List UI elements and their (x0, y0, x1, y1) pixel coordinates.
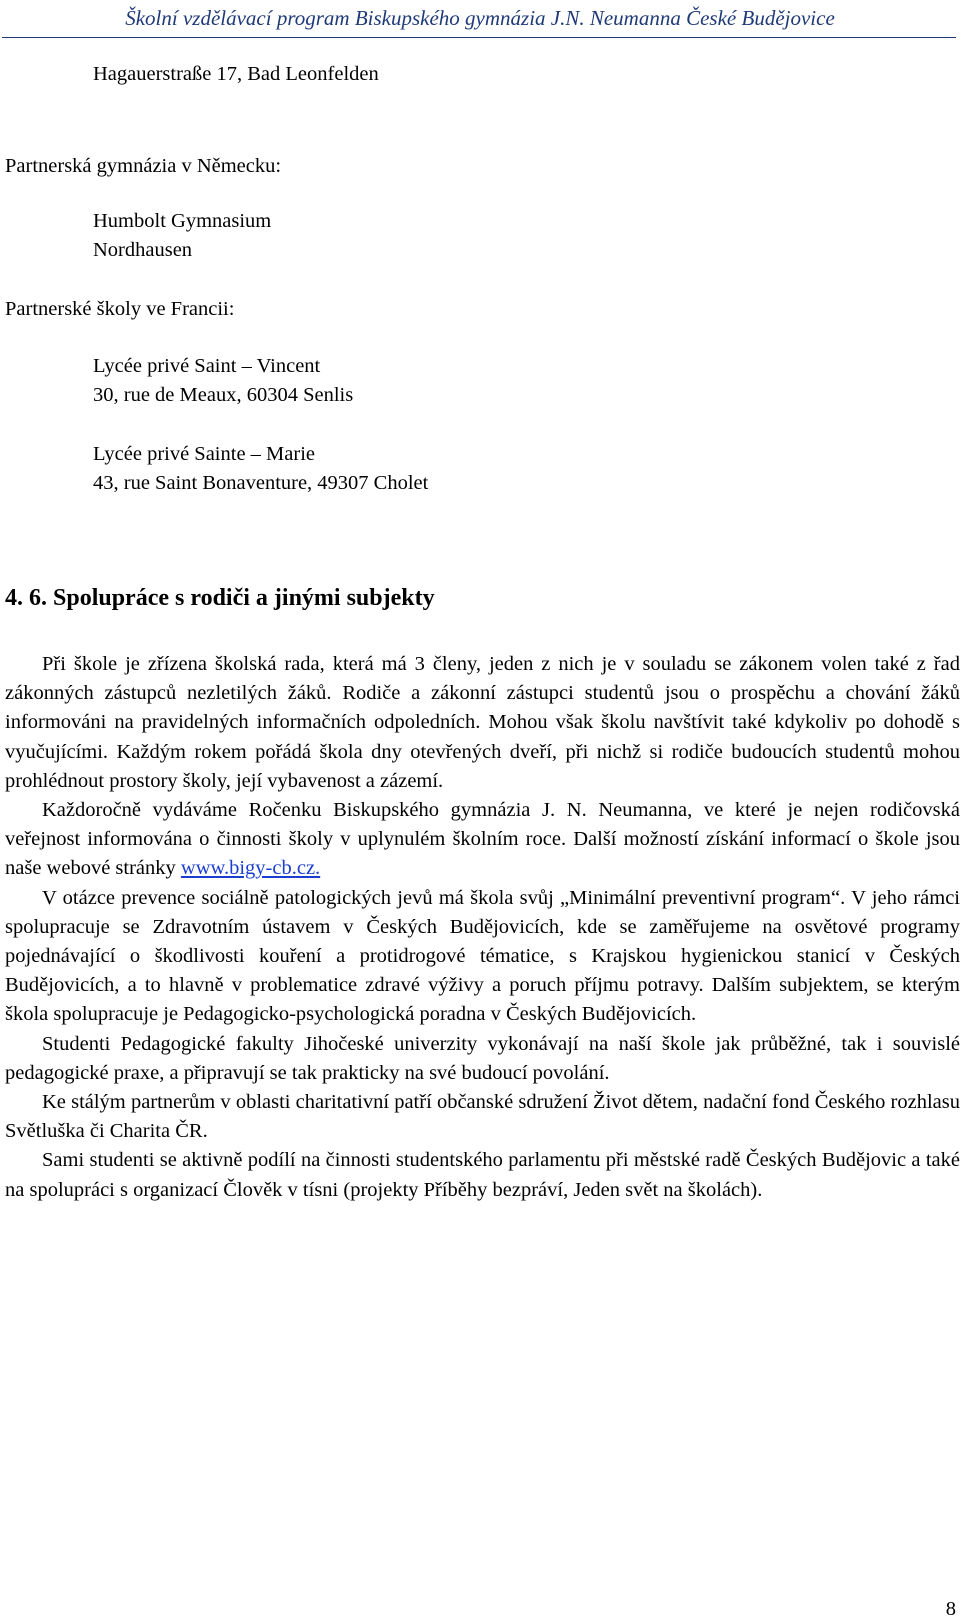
running-header: Školní vzdělávací program Biskupského gymnázia J.N. Neumanna České Budějovice (125, 6, 835, 30)
germany-school-name: Humbolt Gymnasium (93, 210, 272, 232)
france-school-2-address: 43, rue Saint Bonaventure, 49307 Cholet (93, 472, 429, 494)
page-number: 8 (945, 1598, 956, 1620)
france-school-1-name: Lycée privé Saint – Vincent (93, 355, 321, 377)
paragraph-prevention: V otázce prevence sociálně patologických jevů má škola svůj „Minimální preventivní program“. V jeho rámci spolupracuje se Zdravotním ústavem v Českých Budějovicích, kde se zaměřujeme na osvětové programy pojednávající o škodlivosti kouření a protidrogové tématice, s Krajskou hygienickou stanicí v Českých Budějovicích, a to hlavně v problematice zdravé výživy a poruch příjmu potravy. Dalším subjektem, se kterým škola spolupracuje je Pedagogicko-psychologická poradna v Českých Budějovicích. (5, 886, 960, 1026)
section-heading: 4. 6. Spolupráce s rodiči a jinými subjekty (5, 585, 435, 611)
germany-partners-label: Partnerská gymnázia v Německu: (5, 155, 282, 177)
france-school-1-address: 30, rue de Meaux, 60304 Senlis (93, 384, 354, 406)
website-link[interactable]: www.bigy-cb.cz. (180, 857, 321, 880)
france-school-2-name: Lycée privé Sainte – Marie (93, 443, 315, 465)
germany-school-city: Nordhausen (93, 239, 193, 261)
france-partners-label: Partnerské školy ve Francii: (5, 298, 235, 320)
header-rule (2, 37, 956, 38)
paragraph-school-council: Při škole je zřízena školská rada, která má 3 členy, jeden z nich je v souladu se zákonem volen také z řad zákonných zástupců nezletilých žáků. Rodiče a zákonní zástupci studentů jsou o prospěchu a chování žáků informováni na pravidelných informačních odpoledních. Mohou však školu navštívit také kdykoliv po dohodě s vyučujícími. Každým rokem pořádá škola dny otevřených dveří, při nichž si rodiče budoucích studentů mohou prohlédnout prostory školy, její vybavenost a zázemí. (5, 653, 960, 792)
paragraph-yearbook-text: Každoročně vydáváme Ročenku Biskupského gymnázia J. N. Neumanna, ve které je nejen rodičovská veřejnost informována o činnosti školy v uplynulém školním roce. Další možností získání informací o škole jsou naše webové stránky (5, 799, 960, 880)
paragraph-student-parliament: Sami studenti se aktivně podílí na činnosti studentského parlamentu při městské radě Českých Budějovic a také na spolupráci s organizací Člověk v tísni (projekty Příběhy bezpráví, Jeden svět na školách). (5, 1149, 960, 1201)
section-body (5, 650, 960, 1205)
paragraph-teacher-practice: Studenti Pedagogické fakulty Jihočeské univerzity vykonávají na naší škole jak průběžné, tak i souvislé pedagogické praxe, a připravují se tak prakticky na své budoucí povolání. (5, 1032, 960, 1084)
paragraph-charity-partners: Ke stálým partnerům v oblasti charitativní patří občanské sdružení Život dětem, nadační fond Českého rozhlasu Světluška či Charita ČR. (5, 1091, 960, 1143)
address-line: Hagauerstraße 17, Bad Leonfelden (93, 63, 379, 85)
paragraph-yearbook (5, 796, 960, 884)
